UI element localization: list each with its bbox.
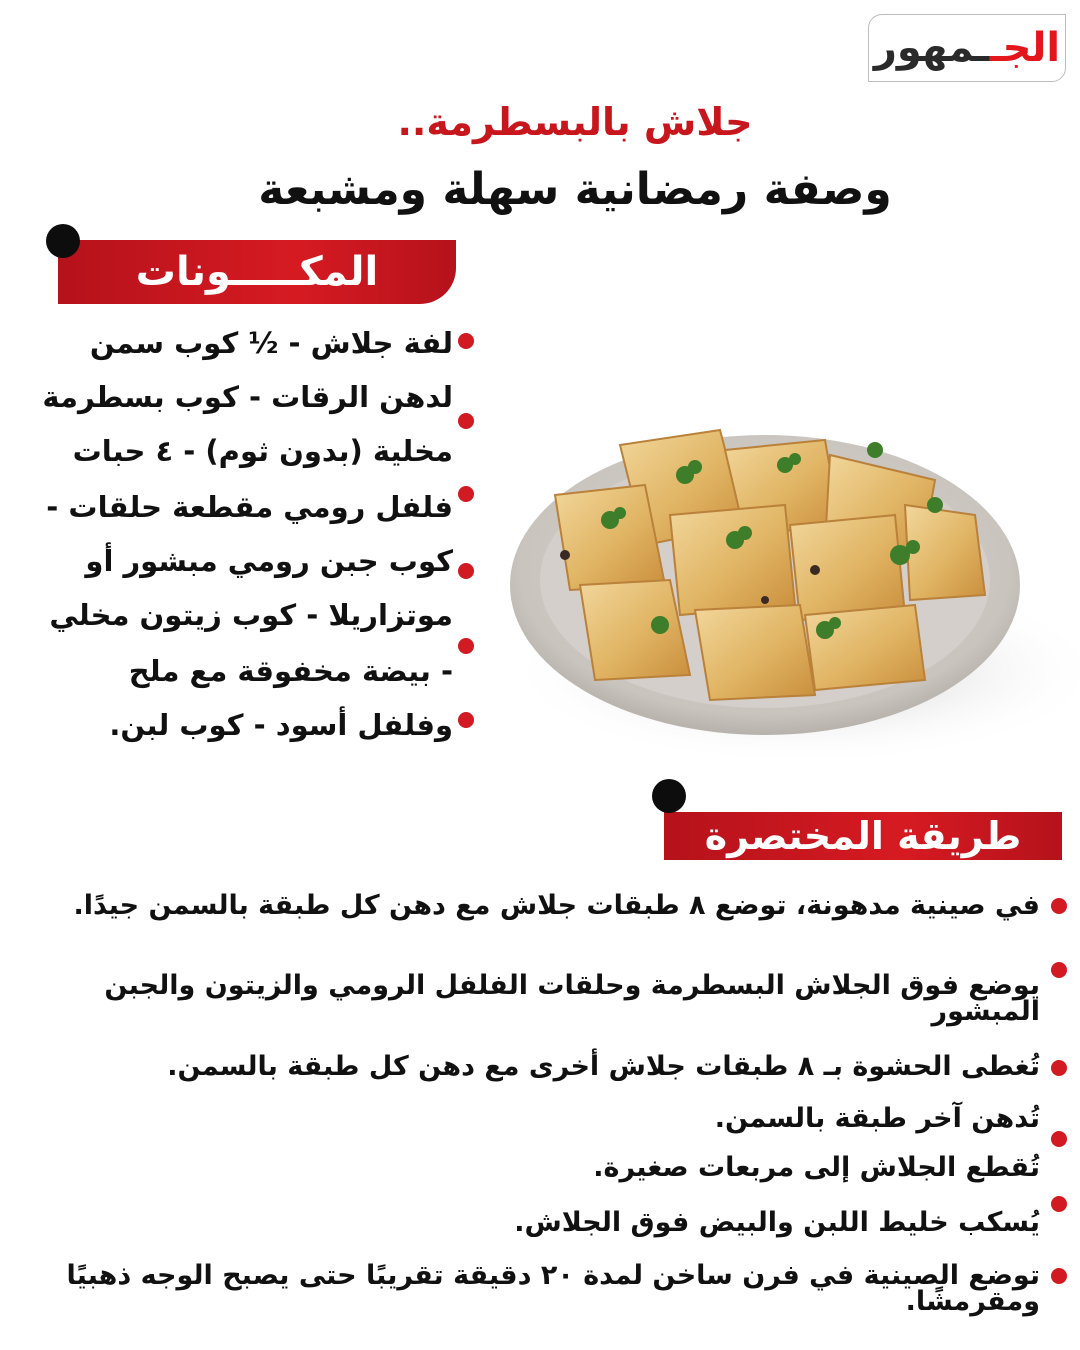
- bullet-icon: [1051, 962, 1067, 978]
- ingredient-line: موتزاريلا - كوب زيتون مخلي: [49, 598, 453, 632]
- ingredients-marker-icon: [46, 224, 80, 258]
- method-step: في صينية مدهونة، توضع ٨ طبقات جلاش مع دهن كل طبقة بالسمن جيدًا.: [73, 890, 1040, 921]
- bullet-icon: [1051, 1060, 1067, 1076]
- bullet-icon: [458, 712, 474, 728]
- ingredient-line: مخلية (بدون ثوم) - ٤ حبات: [72, 434, 453, 468]
- bullet-icon: [1051, 898, 1067, 914]
- method-step: تُقطع الجلاش إلى مربعات صغيرة.: [593, 1152, 1040, 1183]
- bullet-icon: [458, 333, 474, 349]
- method-step: يوضع فوق الجلاش البسطرمة وحلقات الفلفل الرومي والزيتون والجبن المبشور: [104, 970, 1040, 1027]
- ingredient-line: - بيضة مخفوقة مع ملح: [128, 654, 453, 688]
- bullet-icon: [458, 638, 474, 654]
- ingredients-heading: المكـــــونات: [58, 240, 456, 304]
- method-step: توضع الصينية في فرن ساخن لمدة ٢٠ دقيقة تقريبًا حتى يصبح الوجه ذهبيًا ومقرمشًا.: [66, 1260, 1040, 1317]
- brand-logo: [868, 14, 1066, 82]
- bullet-icon: [458, 413, 474, 429]
- bullet-icon: [1051, 1131, 1067, 1147]
- method-step: يُسكب خليط اللبن والبيض فوق الجلاش.: [514, 1207, 1040, 1238]
- bullet-icon: [458, 563, 474, 579]
- method-step: تُدهن آخر طبقة بالسمن.: [714, 1103, 1040, 1134]
- page-subtitle: وصفة رمضانية سهلة ومشبعة: [258, 164, 892, 215]
- ingredient-line: كوب جبن رومي مبشور أو: [85, 544, 453, 578]
- ingredient-line: فلفل رومي مقطعة حلقات -: [46, 490, 453, 524]
- method-marker-icon: [652, 779, 686, 813]
- ingredient-line: وفلفل أسود - كوب لبن.: [109, 708, 453, 742]
- method-heading: طريقة المختصرة: [664, 812, 1062, 860]
- bullet-icon: [1051, 1196, 1067, 1212]
- logo-part-dark: ـمهور: [873, 25, 989, 71]
- logo-part-red: الجـ: [988, 25, 1061, 71]
- ingredient-line: لفة جلاش - ½ كوب سمن: [89, 326, 453, 360]
- method-step: تُغطى الحشوة بـ ٨ طبقات جلاش أخرى مع دهن كل طبقة بالسمن.: [167, 1051, 1040, 1082]
- bullet-icon: [458, 486, 474, 502]
- gullash-plate-image: [495, 405, 1080, 765]
- bullet-icon: [1051, 1268, 1067, 1284]
- page-title: جلاش بالبسطرمة..: [397, 100, 753, 144]
- ingredient-line: لدهن الرقات - كوب بسطرمة: [42, 380, 453, 414]
